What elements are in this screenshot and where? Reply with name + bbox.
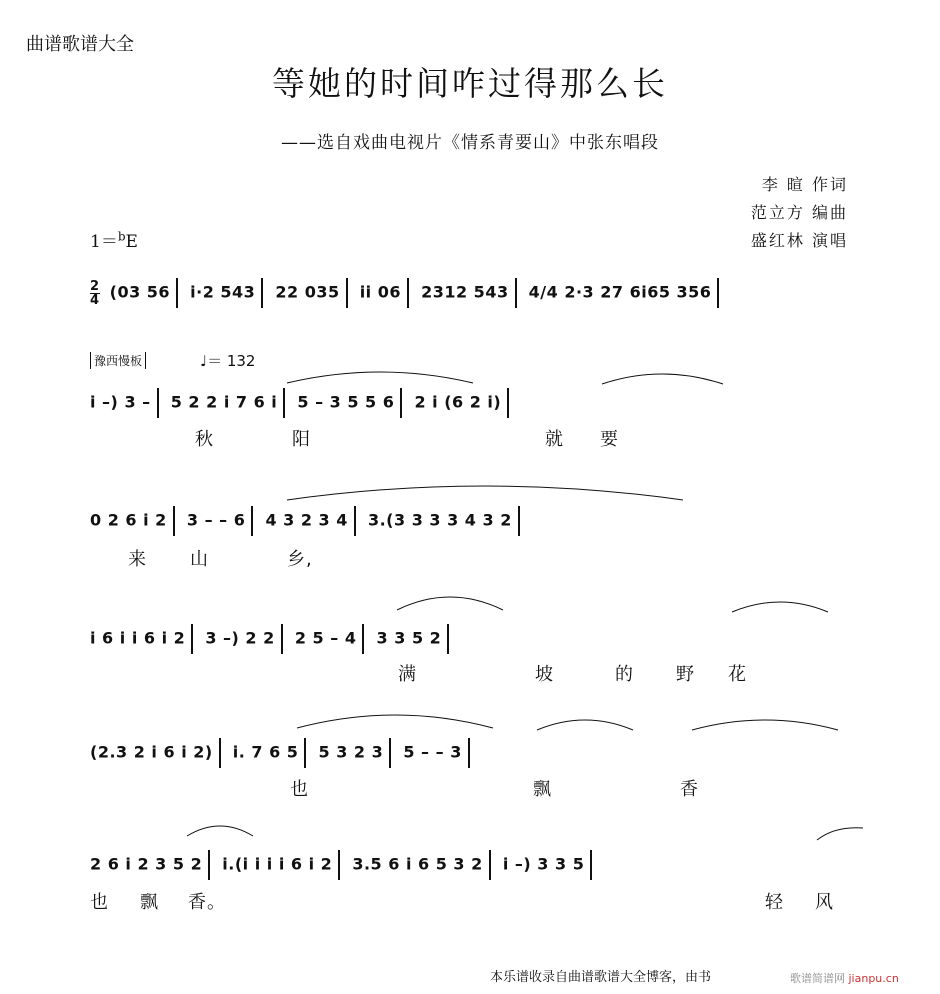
lyric: 花 [728, 664, 747, 685]
measure: 2 5 – 4 [294, 628, 357, 648]
bar-line [283, 388, 285, 418]
bar-line [518, 506, 520, 536]
measure: 3.5 6 i 6 5 3 2 [352, 854, 483, 874]
site-label: 曲谱歌谱大全 [26, 34, 134, 55]
lyric: 的 [615, 664, 634, 685]
slur-mark [295, 708, 495, 730]
lyric: 乡, [287, 549, 313, 570]
bar-line [515, 278, 517, 308]
measure: i. 7 6 5 [232, 742, 299, 762]
measure: 3 3 5 2 [376, 628, 442, 648]
measure: 2 i (6 2 i) [414, 392, 502, 412]
measure: 3 –) 2 2 [205, 628, 275, 648]
measure: 22 035 [275, 282, 340, 302]
measure: 5 2 2 i 7 6 i [170, 392, 278, 412]
lyric: 山 [190, 549, 209, 570]
bar-line [157, 388, 159, 418]
score-line-1 [90, 278, 725, 308]
measure: 0 2 6 i 2 [90, 510, 167, 530]
bar-line [407, 278, 409, 308]
bar-line [489, 850, 491, 880]
bar-line [251, 506, 253, 536]
bar-line [354, 506, 356, 536]
time-signature: $\frac{2}{4}$ [90, 278, 100, 308]
measure: i 6 i i 6 i 2 [90, 628, 186, 648]
score-line-4 [90, 624, 455, 654]
lyric: 香。 [188, 892, 226, 913]
lyric: 野 [676, 664, 695, 685]
page-title: 等她的时间咋过得那么长 [272, 64, 668, 103]
performer-credit: 盛红林 演唱 [750, 231, 848, 250]
slur-mark [535, 714, 635, 732]
bar-line [717, 278, 719, 308]
measure: 3.(3 3 3 3 4 3 2 [367, 510, 512, 530]
bar-line [176, 278, 178, 308]
slur-mark [395, 590, 505, 612]
measure: (03 56 [109, 282, 171, 302]
measure: 5 3 2 3 [318, 742, 384, 762]
lyric: 就 [545, 429, 564, 450]
lyric: 坡 [535, 664, 554, 685]
tempo-marking: ♩＝ 132 [200, 352, 256, 370]
arranger-credit: 范立方 编曲 [750, 203, 848, 222]
lyricist-credit: 李 暄 作词 [761, 175, 848, 194]
measure: ii 06 [359, 282, 401, 302]
bar-line [389, 738, 391, 768]
slur-mark [690, 714, 840, 732]
lyric: 秋 [195, 429, 214, 450]
measure: i –) 3 3 5 [502, 854, 585, 874]
lyric: 要 [600, 429, 619, 450]
bar-line [173, 506, 175, 536]
measure: i –) 3 – [90, 392, 151, 412]
bar-line [191, 624, 193, 654]
measure: i·2 543 [190, 282, 256, 302]
measure: i.(i i i i 6 i 2 [222, 854, 333, 874]
subtitle: ——选自戏曲电视片《情系青要山》中张东唱段 [281, 133, 659, 153]
score-line-5 [90, 738, 476, 768]
lyric: 香 [680, 779, 699, 800]
slur-mark [185, 820, 255, 838]
slur-mark [600, 368, 725, 386]
lyric: 飘 [140, 892, 159, 913]
bar-line [219, 738, 221, 768]
slur-mark [285, 365, 475, 385]
slur-mark [730, 596, 830, 614]
lyric: 满 [398, 664, 417, 685]
bar-line [400, 388, 402, 418]
lyric: 轻 [765, 892, 784, 913]
lyric: 也 [290, 779, 309, 800]
measure: 4/4 2·3 27 6i65 356 [528, 282, 712, 302]
lyric: 风 [815, 892, 834, 913]
bar-line [447, 624, 449, 654]
bar-line [507, 388, 509, 418]
measure: 4 3 2 3 4 [265, 510, 348, 530]
bar-line [362, 624, 364, 654]
slur-mark [815, 826, 865, 842]
bar-line [346, 278, 348, 308]
watermark: 歌谱简谱网 jianpu.cn [790, 972, 899, 985]
bar-line [281, 624, 283, 654]
lyric: 飘 [533, 779, 552, 800]
lyric: 也 [90, 892, 109, 913]
bar-line [590, 850, 592, 880]
source-footer: 本乐谱收录自曲谱歌谱大全博客，由书 [490, 970, 712, 985]
bar-line [261, 278, 263, 308]
bar-line [468, 738, 470, 768]
bar-line [338, 850, 340, 880]
slur-mark [285, 478, 685, 502]
score-line-2 [90, 388, 515, 418]
key-signature: 1＝$^b$E [90, 229, 138, 252]
measure: (2.3 2 i 6 i 2) [90, 742, 213, 762]
tempo-style-tag: 豫西慢板 [90, 352, 146, 369]
measure: 3 – – 6 [186, 510, 246, 530]
lyric: 阳 [292, 429, 311, 450]
measure: 5 – – 3 [403, 742, 462, 762]
bar-line [304, 738, 306, 768]
bar-line [208, 850, 210, 880]
score-line-3 [90, 506, 526, 536]
measure: 2312 543 [421, 282, 509, 302]
measure: 2 6 i 2 3 5 2 [90, 854, 203, 874]
measure: 5 – 3 5 5 6 [297, 392, 395, 412]
score-line-6 [90, 850, 598, 880]
lyric: 来 [128, 549, 147, 570]
